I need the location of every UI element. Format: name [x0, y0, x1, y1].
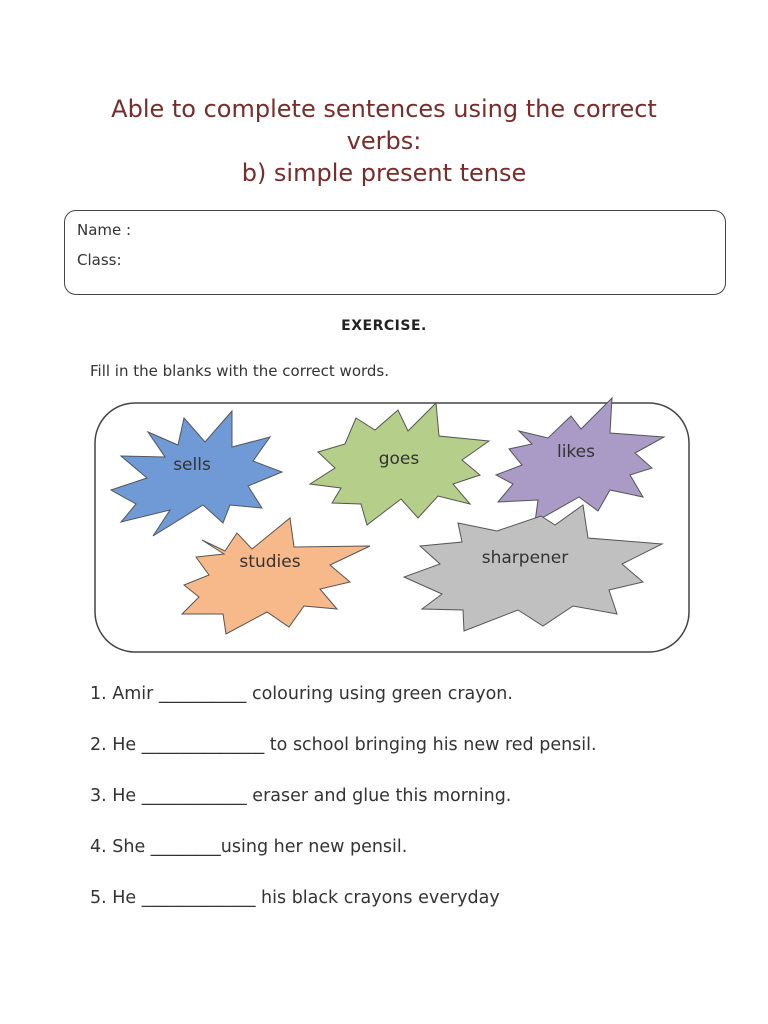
class-label: Class: — [77, 251, 122, 269]
word-star-studies — [182, 518, 370, 634]
title-line-1: Able to complete sentences using the correct — [111, 95, 657, 123]
title-line-3: b) simple present tense — [241, 159, 527, 187]
word-sharpener: sharpener — [481, 548, 569, 568]
word-goes: goes — [378, 449, 420, 469]
word-star-sharpener — [404, 505, 662, 631]
instruction-text: Fill in the blanks with the correct words. — [90, 362, 390, 380]
question-1: 1. Amir __________ colouring using green crayon. — [90, 684, 513, 704]
question-3: 3. He ____________ eraser and glue this morning. — [90, 786, 512, 806]
question-2: 2. He ______________ to school bringing his new red pensil. — [90, 735, 597, 755]
word-star-sells — [111, 411, 282, 536]
name-label: Name : — [77, 221, 132, 239]
title-line-2: verbs: — [346, 127, 422, 155]
question-4: 4. She ________using her new pensil. — [90, 837, 408, 857]
word-star-likes — [496, 398, 664, 522]
word-likes: likes — [556, 442, 596, 462]
word-sells: sells — [173, 455, 211, 475]
word-studies: studies — [239, 552, 301, 572]
exercise-heading: EXERCISE. — [341, 318, 427, 334]
question-5: 5. He _____________ his black crayons everyday — [90, 888, 500, 908]
word-star-goes — [310, 403, 489, 525]
